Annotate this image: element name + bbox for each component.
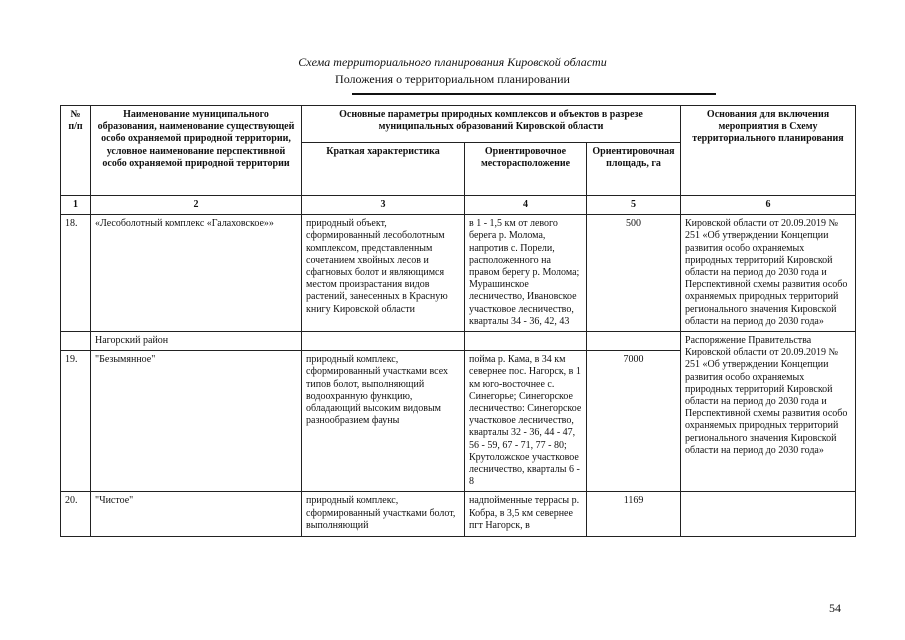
row-area: 7000 bbox=[587, 351, 681, 492]
row-name: «Лесоболотный комплекс «Галаховское»» bbox=[91, 215, 302, 332]
page-number: 54 bbox=[829, 601, 841, 615]
table-row bbox=[61, 492, 856, 537]
planning-table bbox=[60, 105, 856, 537]
row-brief: природный объект, сформированный лесоболотным комплексом, представленным сочетанием хвойных лесов и сфагновых болот и являющимся местом произрастания видов растений, занесенных в Красную книгу Кировской области bbox=[302, 215, 465, 332]
header-area: Ориентировочная площадь, га bbox=[587, 143, 681, 196]
row-brief bbox=[302, 332, 465, 351]
row-basis: Распоряжение Правительства Кировской области от 20.09.2019 № 251 «Об утверждении Концепции развития особо охраняемых природных территорий Кировской области на период до 2030 года и Перспективной схемы развития особо охраняемых природных территорий регионального значения Кировской области на период до 2030 года» bbox=[681, 332, 856, 492]
column-numbers-row bbox=[61, 196, 856, 215]
document-title: Схема территориального планирования Кировской области bbox=[298, 55, 607, 69]
column-number: 2 bbox=[91, 196, 302, 215]
row-brief: природный комплекс, сформированный участками всех типов болот, выполняющий водоохранную функцию, обладающий высоким видовым разнообразием фауны bbox=[302, 351, 465, 492]
header-name: Наименование муниципального образования, наименование существующей особо охраняемой природной территории, условное наименование перспективной особо охраняемой природной территории bbox=[91, 106, 302, 196]
table-row bbox=[61, 215, 856, 332]
row-number: 19. bbox=[61, 351, 91, 492]
row-number bbox=[61, 332, 91, 351]
header-row-1 bbox=[61, 106, 856, 143]
row-basis bbox=[681, 492, 856, 537]
row-number: 20. bbox=[61, 492, 91, 537]
column-number: 5 bbox=[587, 196, 681, 215]
column-number: 6 bbox=[681, 196, 856, 215]
document-subtitle: Положения о территориальном планировании bbox=[335, 72, 570, 86]
row-name: "Безымянное" bbox=[91, 351, 302, 492]
column-number: 3 bbox=[302, 196, 465, 215]
row-location bbox=[465, 332, 587, 351]
row-basis: Кировской области от 20.09.2019 № 251 «Об утверждении Концепции развития особо охраняемых природных территорий Кировской области на период до 2030 года и Перспективной схемы развития особо охраняемых природных территорий регионального значения Кировской области на период до 2030 года» bbox=[681, 215, 856, 332]
row-area: 1169 bbox=[587, 492, 681, 537]
header-brief: Краткая характеристика bbox=[302, 143, 465, 196]
row-number: 18. bbox=[61, 215, 91, 332]
header-location: Ориентировочное месторасположение bbox=[465, 143, 587, 196]
column-number: 4 bbox=[465, 196, 587, 215]
header-basis: Основания для включения мероприятия в Схему территориального планирования bbox=[681, 106, 856, 196]
header-no: № п/п bbox=[61, 106, 91, 196]
header-params-group: Основные параметры природных комплексов и объектов в разрезе муниципальных образований Кировской области bbox=[302, 106, 681, 143]
row-brief: природный комплекс, сформированный участками болот, выполняющий bbox=[302, 492, 465, 537]
section-title: Нагорский район bbox=[91, 332, 302, 351]
row-location: надпойменные террасы р. Кобра, в 3,5 км севернее пгт Нагорск, в bbox=[465, 492, 587, 537]
section-row bbox=[61, 332, 856, 351]
row-name: "Чистое" bbox=[91, 492, 302, 537]
row-area: 500 bbox=[587, 215, 681, 332]
header-divider bbox=[352, 93, 716, 95]
row-location: пойма р. Кама, в 34 км севернее пос. Нагорск, в 1 км юго-восточнее с. Синегорье; Синегорское лесничество: Синегорское участковое лесничество, кварталы 32 - 36, 44 - 47, 56 - 59, 67 - 71, 77 - 80; Крутоложское участковое лесничество, кварталы 6 - 8 bbox=[465, 351, 587, 492]
row-location: в 1 - 1,5 км от левого берега р. Молома, напротив с. Порели, расположенного на правом берегу р. Молома; Мурашинское лесничество, Ивановское участковое лесничество, кварталы 34 - 36, 42, 43 bbox=[465, 215, 587, 332]
row-area bbox=[587, 332, 681, 351]
column-number: 1 bbox=[61, 196, 91, 215]
